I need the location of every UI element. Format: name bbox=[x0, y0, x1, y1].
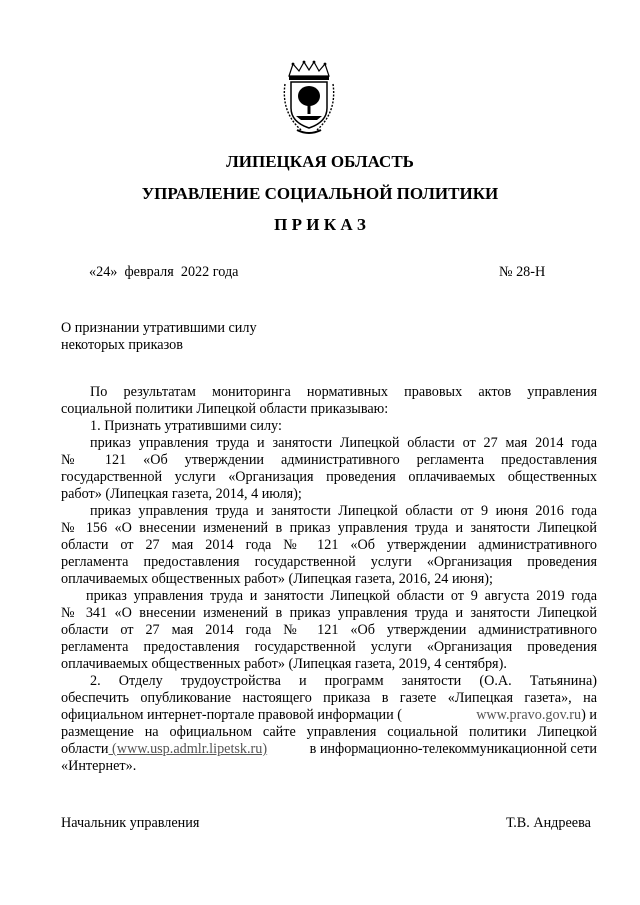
body-line: размещение на официальном сайте управления социальной политики Липецкой bbox=[61, 724, 597, 740]
body-line: приказ управления труда и занятости Липецкой области от 9 августа 2019 года bbox=[86, 588, 597, 604]
body-line: № 121 «Об утверждении административного регламента предоставления bbox=[61, 452, 597, 468]
body-line: области от 27 мая 2014 года № 121 «Об утверждении административного bbox=[61, 622, 597, 638]
body-line: приказ управления труда и занятости Липецкой области от 9 июня 2016 года bbox=[90, 503, 597, 519]
body-text: области bbox=[61, 741, 109, 757]
signature-name: Т.В. Андреева bbox=[506, 815, 591, 831]
subject-line-1: О признании утратившими силу bbox=[61, 320, 257, 336]
department-title: УПРАВЛЕНИЕ СОЦИАЛЬНОЙ ПОЛИТИКИ bbox=[141, 184, 499, 203]
body-line: № 156 «О внесении изменений в приказ управления труда и занятости Липецкой bbox=[61, 520, 597, 536]
list-item-1: 1. Признать утратившими силу: bbox=[90, 418, 282, 434]
body-text: официальном интернет-портале правовой информации ( bbox=[61, 707, 402, 723]
body-line: приказ управления труда и занятости Липецкой области от 27 мая 2014 года bbox=[90, 435, 597, 451]
body-line: работ» (Липецкая газета, 2014, 4 июля); bbox=[61, 486, 302, 502]
body-line: «Интернет». bbox=[61, 758, 137, 774]
body-line-with-link bbox=[61, 707, 597, 723]
coat-of-arms-emblem bbox=[279, 60, 339, 138]
body-line-with-link bbox=[61, 741, 597, 757]
body-line: регламента предоставления государственной услуги «Организация проведения bbox=[61, 639, 597, 655]
body-line: регламента предоставления государственной услуги «Организация проведения bbox=[61, 554, 597, 570]
body-line: обеспечить опубликование настоящего приказа в газете «Липецкая газета», на bbox=[61, 690, 597, 706]
body-line: № 341 «О внесении изменений в приказ управления труда и занятости Липецкой bbox=[61, 605, 597, 621]
body-line: государственной услуги «Организация проведения оплачиваемых общественных bbox=[61, 469, 597, 485]
order-number: № 28-Н bbox=[499, 264, 546, 280]
subject-line-2: некоторых приказов bbox=[61, 337, 183, 353]
document-type-title: П Р И К А З bbox=[274, 215, 366, 234]
pravo-link[interactable]: www.pravo.gov.ru bbox=[476, 707, 582, 723]
body-text: в информационно-телекоммуникационной сети bbox=[309, 741, 597, 757]
region-title: ЛИПЕЦКАЯ ОБЛАСТЬ bbox=[226, 152, 414, 171]
usp-link[interactable]: (www.usp.admlr.lipetsk.ru) bbox=[108, 741, 268, 757]
order-date: «24» февраля 2022 года bbox=[89, 264, 239, 280]
body-line: социальной политики Липецкой области приказываю: bbox=[61, 401, 389, 417]
body-line: области от 27 мая 2014 года № 121 «Об утверждении административного bbox=[61, 537, 597, 553]
body-text: ) и bbox=[581, 707, 597, 723]
signature-position: Начальник управления bbox=[61, 815, 200, 831]
body-line: оплачиваемых общественных работ» (Липецкая газета, 2019, 4 сентября). bbox=[61, 656, 507, 672]
body-line: оплачиваемых общественных работ» (Липецкая газета, 2016, 24 июня); bbox=[61, 571, 493, 587]
list-item-2: 2. Отделу трудоустройства и программ занятости (О.А. Татьянина) bbox=[90, 673, 597, 689]
body-line: По результатам мониторинга нормативных правовых актов управления bbox=[90, 384, 597, 400]
